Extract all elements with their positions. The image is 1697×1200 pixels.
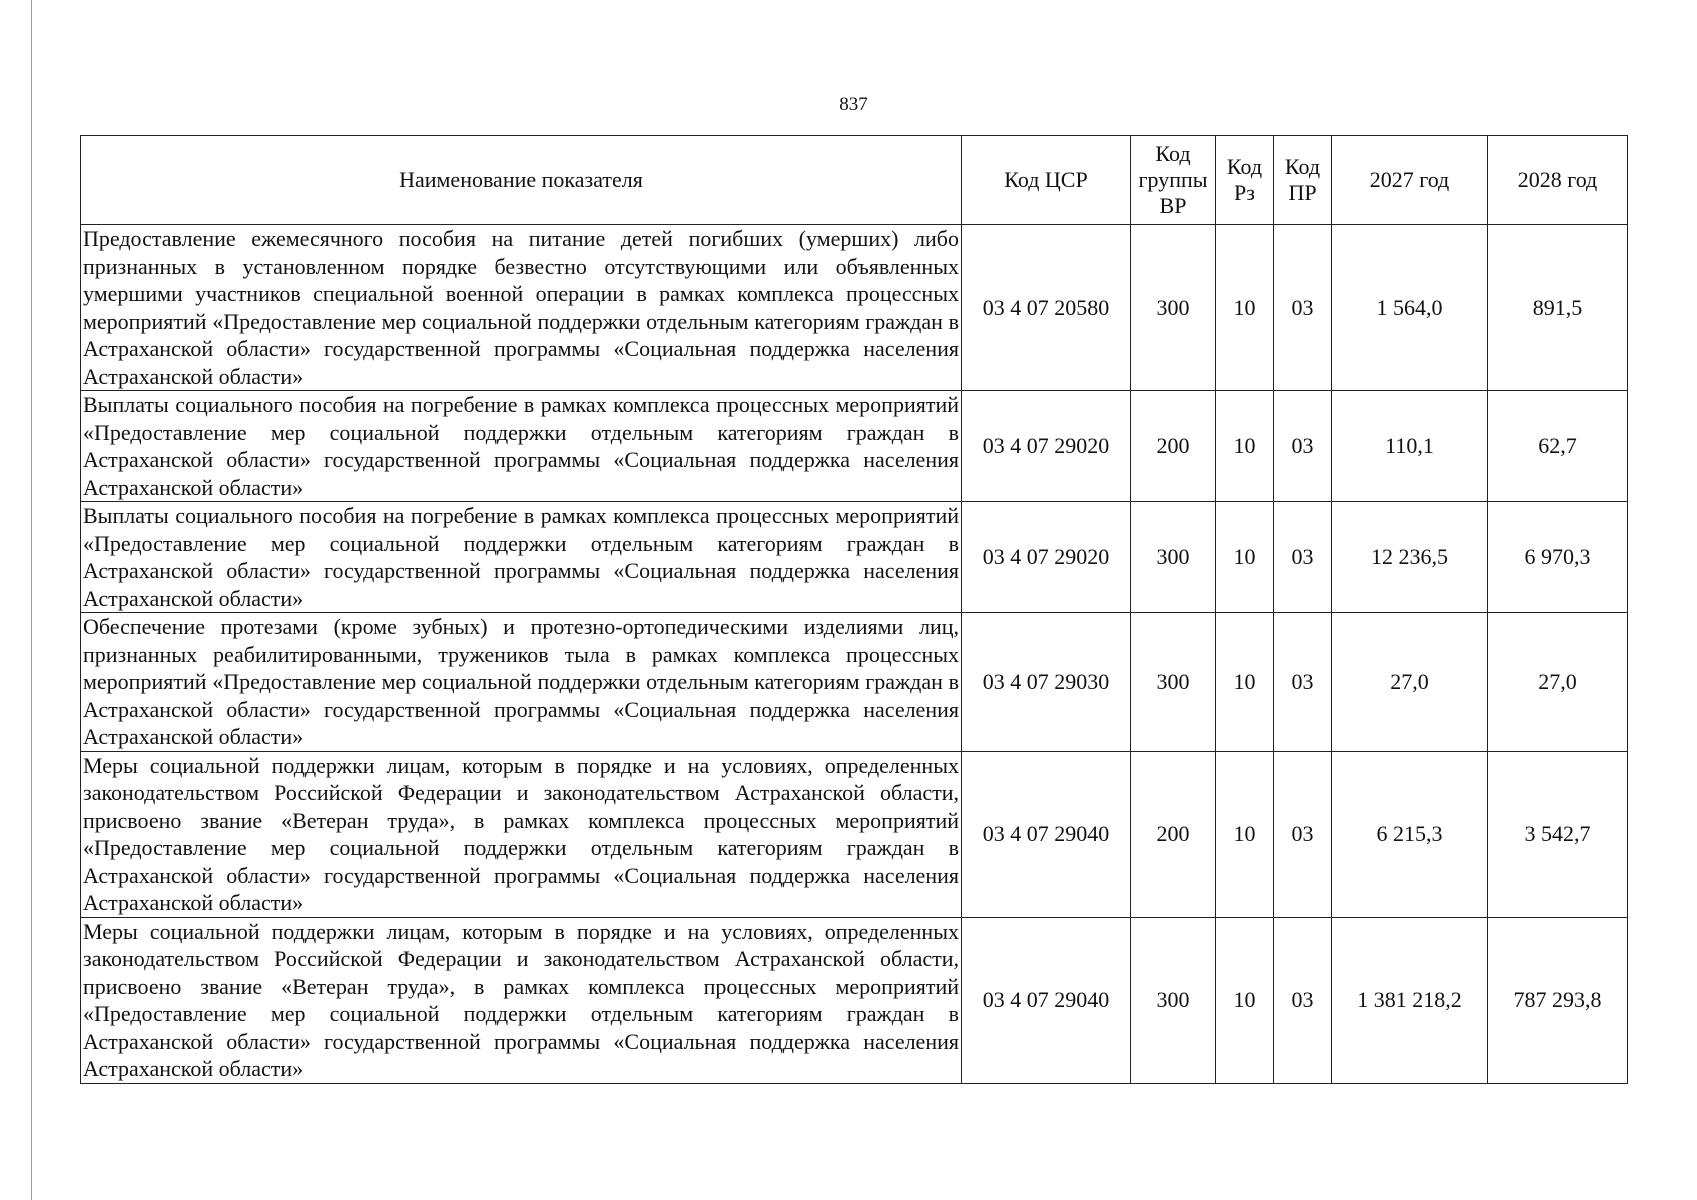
row-2028: 891,5 [1488,225,1628,391]
row-2027: 27,0 [1332,613,1488,752]
row-pr: 03 [1274,917,1332,1083]
row-2028: 27,0 [1488,613,1628,752]
row-name: Выплаты социального пособия на погребение в рамках комплекса процессных мероприятий «Предоставление мер социальной поддержки отдельным категориям граждан в Астраханской области» государственной программы «Социальная поддержка населения Астраханской области» [81,502,962,613]
header-name: Наименование показателя [81,136,962,225]
row-pr: 03 [1274,751,1332,917]
row-pr: 03 [1274,502,1332,613]
row-2027: 1 381 218,2 [1332,917,1488,1083]
row-rz: 10 [1216,502,1274,613]
row-2028: 787 293,8 [1488,917,1628,1083]
budget-table [80,135,1628,1084]
page-number: 837 [839,94,868,115]
row-rz: 10 [1216,751,1274,917]
header-2027: 2027 год [1332,136,1488,225]
row-name: Предоставление ежемесячного пособия на питание детей погибших (умерших) либо признанных в установленном порядке безвестно отсутствующими или объявленных умершими участников специальной военной операции в рамках комплекса процессных мероприятий «Предоставление мер социальной поддержки отдельным категориям граждан в Астраханской области» государственной программы «Социальная поддержка населения Астраханской области» [81,225,962,391]
header-pr: Код ПР [1274,136,1332,225]
table-row [81,391,1628,502]
table-row [81,917,1628,1083]
row-rz: 10 [1216,391,1274,502]
row-pr: 03 [1274,613,1332,752]
row-rz: 10 [1216,917,1274,1083]
table-row [81,613,1628,752]
row-2027: 1 564,0 [1332,225,1488,391]
row-name: Меры социальной поддержки лицам, которым в порядке и на условиях, определенных законодательством Российской Федерации и законодательством Астраханской области, присвоено звание «Ветеран труда», в рамках комплекса процессных мероприятий «Предоставление мер социальной поддержки отдельным категориям граждан в Астраханской области» государственной программы «Социальная поддержка населения Астраханской области» [81,917,962,1083]
row-csr: 03 4 07 20580 [962,225,1131,391]
row-vr: 200 [1131,751,1216,917]
header-vr: Код группы ВР [1131,136,1216,225]
row-2027: 12 236,5 [1332,502,1488,613]
row-vr: 300 [1131,502,1216,613]
row-2027: 110,1 [1332,391,1488,502]
table-row [81,751,1628,917]
table-row [81,502,1628,613]
header-2028: 2028 год [1488,136,1628,225]
row-csr: 03 4 07 29040 [962,917,1131,1083]
header-rz: Код Рз [1216,136,1274,225]
row-csr: 03 4 07 29020 [962,502,1131,613]
row-csr: 03 4 07 29030 [962,613,1131,752]
row-pr: 03 [1274,225,1332,391]
row-name: Обеспечение протезами (кроме зубных) и протезно-ортопедическими изделиями лиц, признанных реабилитированными, тружеников тыла в рамках комплекса процессных мероприятий «Предоставление мер социальной поддержки отдельным категориям граждан в Астраханской области» государственной программы «Социальная поддержка населения Астраханской области» [81,613,962,752]
row-2028: 3 542,7 [1488,751,1628,917]
row-2027: 6 215,3 [1332,751,1488,917]
row-2028: 62,7 [1488,391,1628,502]
row-name: Меры социальной поддержки лицам, которым в порядке и на условиях, определенных законодательством Российской Федерации и законодательством Астраханской области, присвоено звание «Ветеран труда», в рамках комплекса процессных мероприятий «Предоставление мер социальной поддержки отдельным категориям граждан в Астраханской области» государственной программы «Социальная поддержка населения Астраханской области» [81,751,962,917]
row-vr: 200 [1131,391,1216,502]
row-name: Выплаты социального пособия на погребение в рамках комплекса процессных мероприятий «Предоставление мер социальной поддержки отдельным категориям граждан в Астраханской области» государственной программы «Социальная поддержка населения Астраханской области» [81,391,962,502]
row-pr: 03 [1274,391,1332,502]
table-row [81,225,1628,391]
row-csr: 03 4 07 29040 [962,751,1131,917]
row-rz: 10 [1216,225,1274,391]
table-header-row [81,136,1628,225]
row-2028: 6 970,3 [1488,502,1628,613]
header-csr: Код ЦСР [962,136,1131,225]
row-rz: 10 [1216,613,1274,752]
binding-margin-line [31,0,32,1200]
row-csr: 03 4 07 29020 [962,391,1131,502]
row-vr: 300 [1131,225,1216,391]
row-vr: 300 [1131,613,1216,752]
row-vr: 300 [1131,917,1216,1083]
